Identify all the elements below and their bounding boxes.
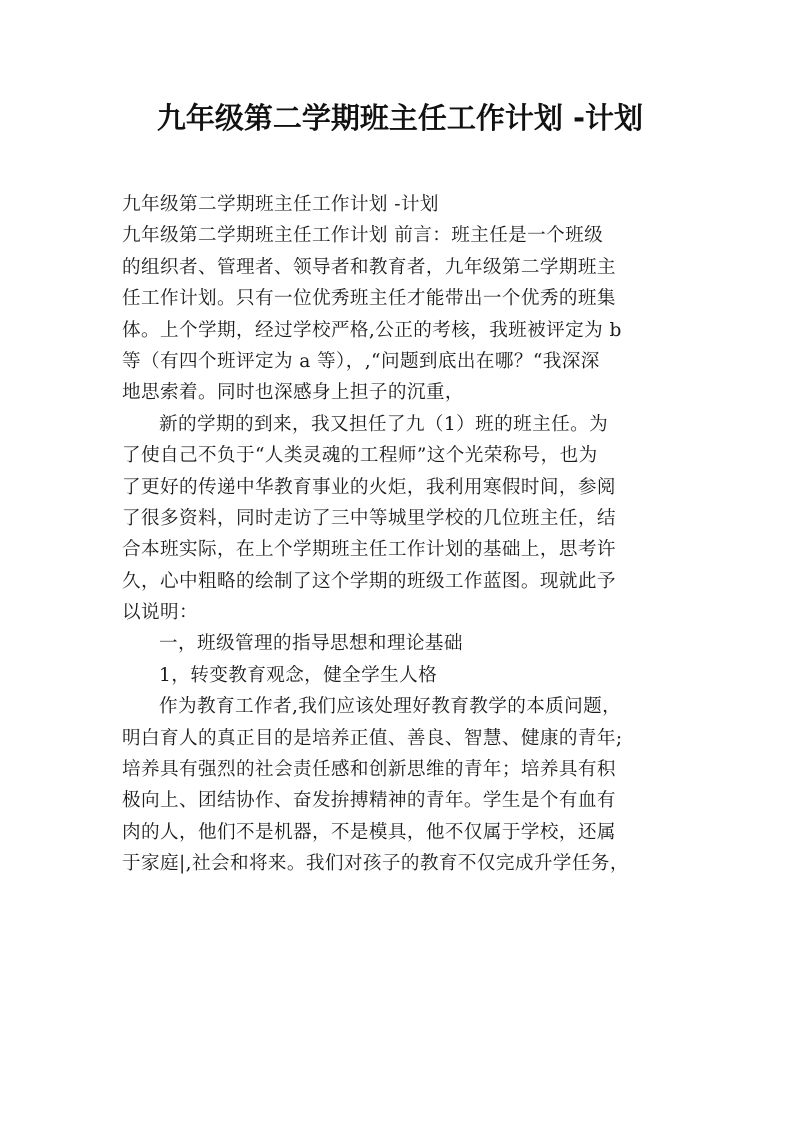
body-line: 合本班实际，在上个学期班主任工作计划的基础上，思考许 [122,539,616,561]
body-line: 作为教育工作者,我们应该处理好教育教学的本质问题， [159,696,622,718]
body-line: 培养具有强烈的社会责任感和创新思维的青年；培养具有积 [122,759,616,781]
section-heading: 一，班级管理的指导思想和理论基础 [159,633,463,655]
body-line: 了很多资料，同时走访了三中等城里学校的几位班主任，结 [122,507,616,529]
body-line: 于家庭|,社会和将来。我们对孩子的教育不仅完成升学任务， [122,853,629,875]
page-title: 九年级第二学期班主任工作计划 -计划 [156,101,644,135]
body-line: 新的学期的到来，我又担任了九（1）班的班主任。为 [159,413,609,435]
body-line: 以说明： [122,602,198,624]
body-line: 地思索着。同时也深感身上担子的沉重， [122,382,464,404]
body-line: 肉的人，他们不是机器，不是模具，他不仅属于学校，还属 [122,821,616,843]
body-line: 等（有四个班评定为 a 等），,“问题到底出在哪？“我深深 [122,350,600,372]
body-line: 久，心中粗略的绘制了这个学期的班级工作蓝图。现就此予 [122,570,616,592]
subsection-heading: 1，转变教育观念，健全学生人格 [159,664,438,686]
body-line: 了更好的传递中华教育事业的火炬，我利用寒假时间，参阅 [122,476,616,498]
body-line: 了使自己不负于“人类灵魂的工程师”这个光荣称号，也为 [122,445,598,467]
document-body [122,189,680,880]
body-line: 明白育人的真正目的是培养正值、善良、智慧、健康的青年; [122,727,623,749]
body-line: 体。上个学期，经过学校严格,公正的考核，我班被评定为 b [122,319,622,341]
body-line: 九年级第二学期班主任工作计划 -计划 [122,194,439,215]
body-line: 的组织者、管理者、领导者和教育者，九年级第二学期班主 [122,256,616,278]
body-line: 极向上、团结协作、奋发拚搏精神的青年。学生是个有血有 [122,790,616,812]
body-line: 任工作计划。只有一位优秀班主任才能带出一个优秀的班集 [122,288,616,310]
body-line: 九年级第二学期班主任工作计划 前言：班主任是一个班级 [122,225,604,247]
